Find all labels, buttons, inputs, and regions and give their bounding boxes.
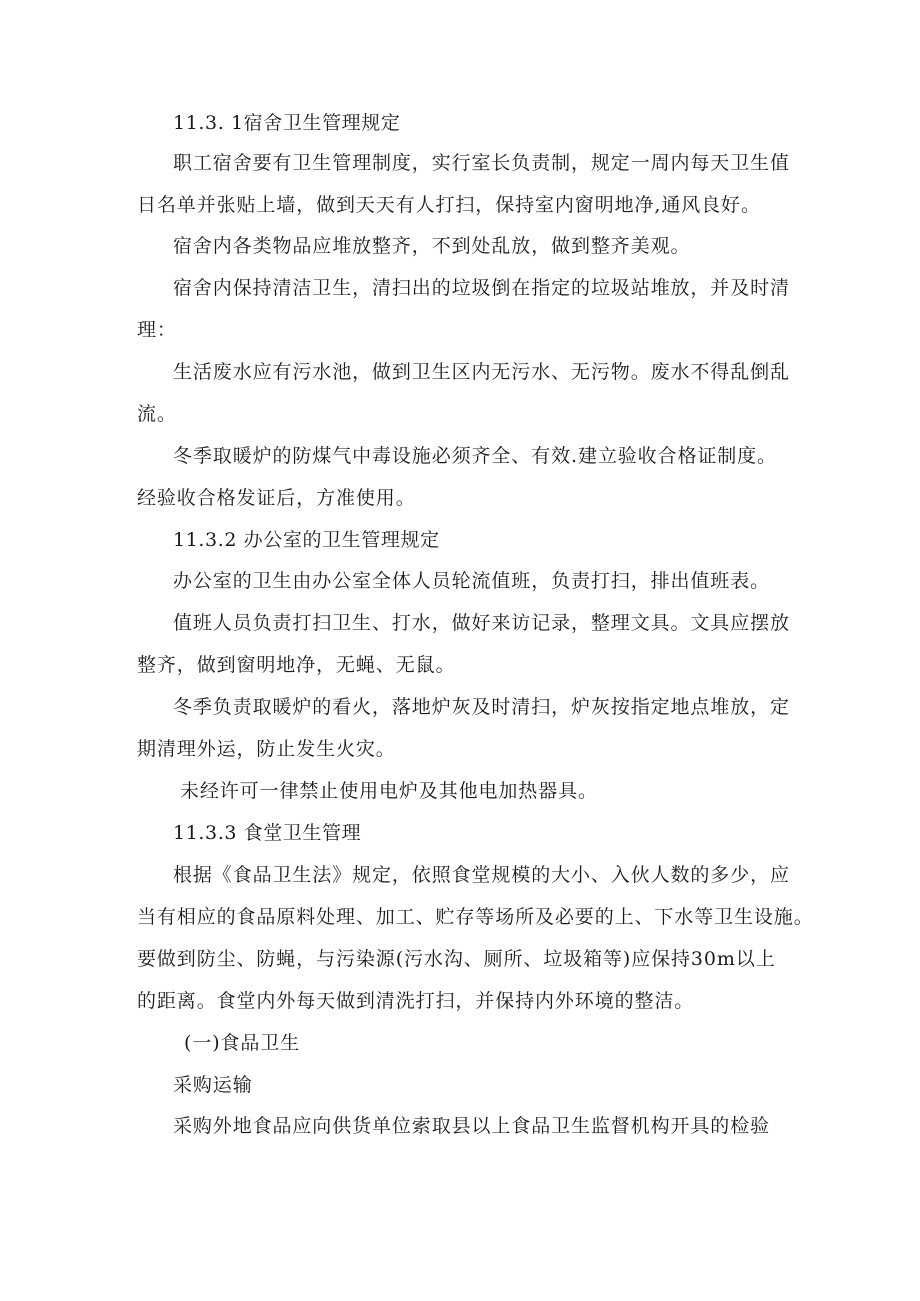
sub-sub-heading-procurement: 采购运输 (173, 1074, 253, 1096)
section-heading-11-3-2: 11.3.2 办公室的卫生管理规定 (173, 529, 440, 551)
paragraph-line: 生活废水应有污水池，做到卫生区内无污水、无污物。废水不得乱倒乱 (173, 361, 790, 383)
paragraph-line: 采购外地食品应向供货单位索取县以上食品卫生监督机构开具的检验 (173, 1115, 771, 1137)
paragraph-line: 要做到防尘、防蝇，与污染源(污水沟、厕所、垃圾箱等)应保持30m以上 (137, 948, 776, 970)
paragraph-line: 日名单并张贴上墙，做到天天有人打扫，保持室内窗明地净,通风良好。 (137, 194, 761, 216)
section-heading-11-3-1: 11.3. 1宿舍卫生管理规定 (173, 112, 401, 134)
paragraph-line: 根据《食品卫生法》规定，依照食堂规模的大小、入伙人数的多少，应 (173, 864, 790, 886)
paragraph-line: 当有相应的食品原料处理、加工、贮存等场所及必要的上、下水等卫生设施。 (137, 906, 814, 928)
paragraph-line: 职工宿舍要有卫生管理制度，实行室长负责制，规定一周内每天卫生值 (173, 152, 790, 174)
paragraph-line: 办公室的卫生由办公室全体人员轮流值班，负责打扫，排出值班表。 (173, 570, 771, 592)
paragraph-line: 经验收合格发证后，方准使用。 (137, 487, 416, 509)
paragraph-line: 流。 (137, 403, 177, 425)
paragraph-line: 冬季负责取暖炉的看火，落地炉灰及时清扫，炉灰按指定地点堆放，定 (173, 696, 790, 718)
paragraph-line: 期清理外运，防止发生火灾。 (137, 738, 396, 760)
paragraph-line: 值班人员负责打扫卫生、打水，做好来访记录，整理文具。文具应摆放 (173, 612, 790, 634)
paragraph-line: 整齐，做到窗明地净，无蝇、无鼠。 (137, 654, 456, 676)
paragraph-line: 宿舍内各类物品应堆放整齐，不到处乱放，做到整齐美观。 (173, 235, 691, 257)
paragraph-line: 宿舍内保持清洁卫生，清扫出的垃圾倒在指定的垃圾站堆放，并及时清 (173, 277, 790, 299)
section-heading-11-3-3: 11.3.3 食堂卫生管理 (173, 822, 362, 844)
sub-heading-food-hygiene: (一)食品卫生 (184, 1032, 301, 1054)
paragraph-line: 理： (137, 319, 177, 341)
paragraph-line: 未经许可一律禁止使用电炉及其他电加热器具。 (180, 780, 598, 802)
paragraph-line: 的距离。食堂内外每天做到清洗打扫，并保持内外环境的整洁。 (137, 990, 695, 1012)
paragraph-line: 冬季取暖炉的防煤气中毒设施必须齐全、有效.建立验收合格证制度。 (173, 445, 777, 467)
